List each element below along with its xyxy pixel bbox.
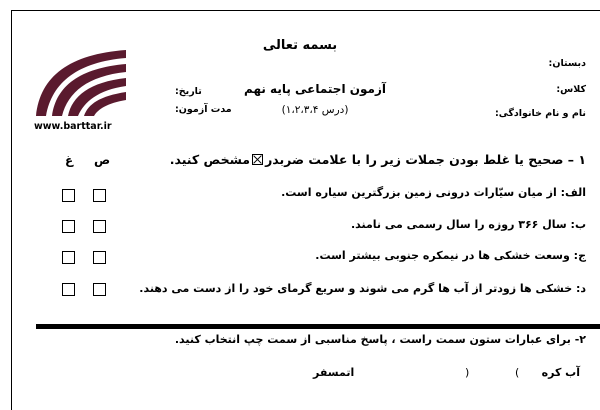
checkbox-b-true[interactable]: [93, 220, 106, 233]
date-label: تاریخ:: [175, 86, 202, 97]
column-header-true: ص: [94, 153, 111, 167]
cross-box-icon: [252, 154, 263, 165]
statement-a: الف: از میان سیّارات درونی زمین بزرگترین سیاره است.: [281, 186, 586, 199]
question-1-text-before: ۱ – صحیح یا غلط بودن جملات زیر را با علامت ضربدر: [265, 152, 586, 167]
lessons-subtitle: (درس ۱،۲،۳،۴): [281, 104, 349, 116]
checkbox-d-true[interactable]: [93, 283, 106, 296]
checkbox-d-false[interactable]: [62, 283, 75, 296]
statement-c: ج: وسعت خشکی ها در نیمکره جنوبی بیشتر است.: [315, 249, 586, 262]
statement-b: ب: سال ۳۶۶ روزه را سال رسمی می نامند.: [350, 218, 586, 231]
answer-paren-close: ): [465, 366, 470, 379]
duration-label: مدت آزمون:: [175, 104, 232, 115]
checkbox-a-true[interactable]: [93, 189, 106, 202]
answer-paren-open: (: [515, 366, 520, 379]
question-1-instruction: [170, 152, 586, 167]
exam-title: آزمون اجتماعی پایه نهم: [244, 82, 386, 96]
basmala-heading: بسمه تعالی: [262, 38, 338, 53]
question-1-text-after: مشخص کنید.: [169, 152, 251, 167]
checkbox-b-false[interactable]: [62, 220, 75, 233]
school-label: دبستان:: [548, 58, 586, 69]
class-label: کلاس:: [556, 84, 586, 95]
checkbox-c-true[interactable]: [93, 251, 106, 264]
statement-d: د: خشکی ها زودتر از آب ها گرم می شوند و سریع گرمای خود را از دست می دهند.: [139, 282, 586, 295]
matching-left-item: اتمسفر: [313, 366, 355, 379]
barttar-logo-icon: [30, 46, 130, 118]
logo-website-text: www.barttar.ir: [34, 121, 112, 132]
checkbox-c-false[interactable]: [62, 251, 75, 264]
question-2-instruction: ۲- برای عبارات ستون سمت راست ، پاسخ مناسبی از سمت چپ انتخاب کنید.: [174, 333, 586, 346]
checkbox-a-false[interactable]: [62, 189, 75, 202]
matching-right-item: آب کره: [541, 366, 580, 379]
section-divider: [36, 324, 600, 329]
column-header-false: غ: [65, 153, 74, 167]
name-label: نام و نام خانوادگی:: [494, 108, 586, 119]
